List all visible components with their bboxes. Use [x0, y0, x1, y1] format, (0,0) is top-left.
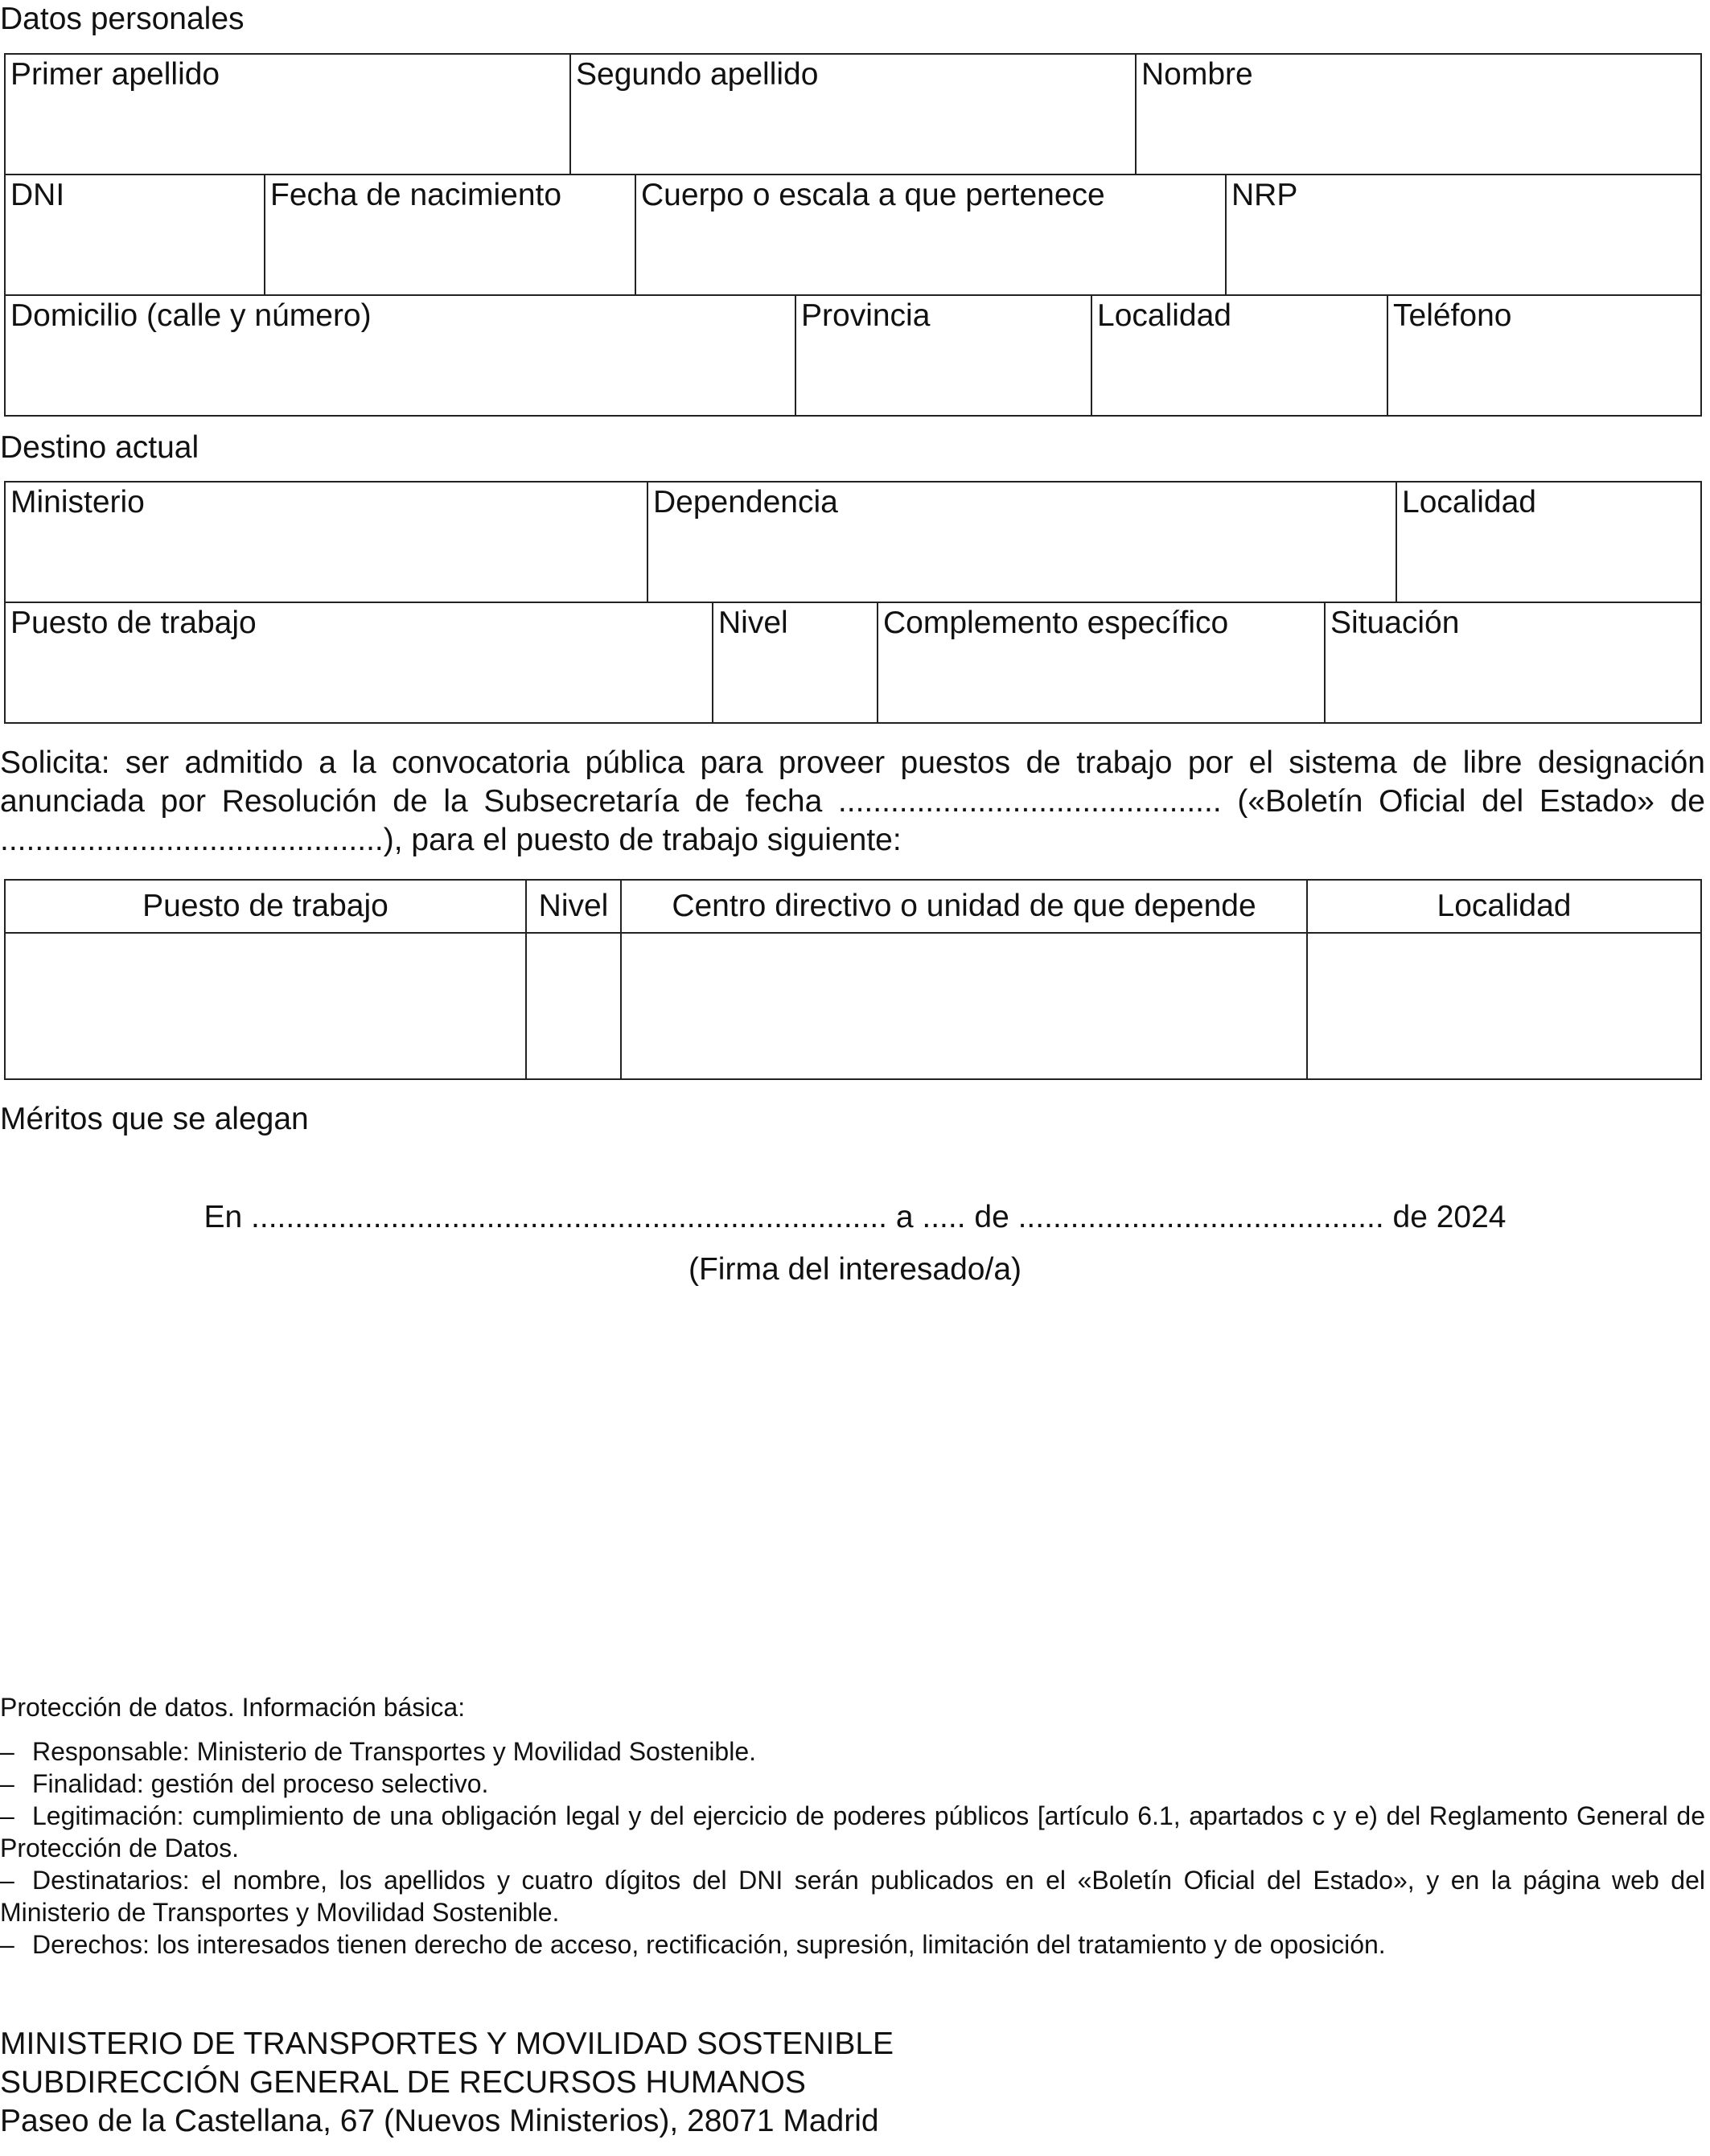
grid-row — [6, 483, 1702, 603]
list-item — [0, 1864, 1705, 1928]
address-line-subdirection: SUBDIRECCIÓN GENERAL DE RECURSOS HUMANOS — [0, 2065, 806, 2100]
signature-label: (Firma del interesado/a) — [689, 1252, 1021, 1287]
dash-bullet: – — [0, 1801, 14, 1830]
list-item-text: Derechos: los interesados tienen derecho de acceso, rectificación, supresión, limitación del tratamiento y de oposición. — [32, 1930, 1386, 1959]
table-row — [5, 933, 1701, 1079]
dash-bullet: – — [0, 1737, 14, 1766]
grid-row — [6, 175, 1702, 296]
column-header-nivel: Nivel — [526, 880, 621, 933]
cell-nivel-input[interactable] — [526, 933, 621, 1079]
grid-row — [6, 296, 1702, 417]
field-cuerpo-escala[interactable]: Cuerpo o escala a que pertenece — [636, 175, 1227, 296]
destino-actual-grid — [4, 481, 1702, 724]
field-localidad[interactable]: Localidad — [1092, 296, 1388, 417]
cell-localidad-input[interactable] — [1307, 933, 1701, 1079]
dash-bullet: – — [0, 1930, 14, 1959]
field-segundo-apellido[interactable]: Segundo apellido — [571, 55, 1137, 175]
address-block — [0, 2025, 894, 2141]
field-provincia[interactable]: Provincia — [796, 296, 1092, 417]
field-puesto-trabajo[interactable]: Puesto de trabajo — [6, 603, 713, 724]
grid-row — [6, 603, 1702, 724]
list-item — [0, 1928, 1705, 1961]
address-line-ministry: MINISTERIO DE TRANSPORTES Y MOVILIDAD SOSTENIBLE — [0, 2027, 894, 2061]
place-date-line: En ......................................................................... a ..... de .......................................... de 2024 — [203, 1200, 1507, 1234]
section-title-meritos: Méritos que se alegan — [0, 1102, 309, 1136]
column-header-puesto: Puesto de trabajo — [5, 880, 526, 933]
grid-row — [6, 55, 1702, 175]
datos-personales-grid — [4, 53, 1702, 417]
column-header-centro-directivo: Centro directivo o unidad de que depende — [621, 880, 1307, 933]
table-header-row — [5, 880, 1701, 933]
field-primer-apellido[interactable]: Primer apellido — [6, 55, 571, 175]
puesto-solicitado-table — [4, 879, 1702, 1080]
cell-puesto-input[interactable] — [5, 933, 526, 1079]
field-complemento-especifico[interactable]: Complemento específico — [878, 603, 1326, 724]
field-localidad-destino[interactable]: Localidad — [1397, 483, 1702, 603]
data-protection-title: Protección de datos. Información básica: — [0, 1693, 466, 1722]
field-telefono[interactable]: Teléfono — [1388, 296, 1702, 417]
field-dni[interactable]: DNI — [6, 175, 265, 296]
dash-bullet: – — [0, 1866, 14, 1895]
field-nivel[interactable]: Nivel — [713, 603, 878, 724]
dash-bullet: – — [0, 1769, 14, 1798]
data-protection-list — [0, 1735, 1705, 1961]
list-item-text: Responsable: Ministerio de Transportes y Movilidad Sostenible. — [32, 1737, 757, 1766]
list-item-text: Legitimación: cumplimiento de una obligación legal y del ejercicio de poderes públicos [artículo 6.1, apartados c y e) del Reglamento General de Protección de Datos. — [0, 1801, 1705, 1862]
field-nombre[interactable]: Nombre — [1137, 55, 1702, 175]
list-item-text: Destinatarios: el nombre, los apellidos y cuatro dígitos del DNI serán publicados en el «Boletín Oficial del Estado», y en la página web del Ministerio de Transportes y Movilidad Sostenible. — [0, 1866, 1705, 1927]
field-dependencia[interactable]: Dependencia — [648, 483, 1397, 603]
field-fecha-nacimiento[interactable]: Fecha de nacimiento — [265, 175, 636, 296]
field-ministerio[interactable]: Ministerio — [6, 483, 648, 603]
field-domicilio[interactable]: Domicilio (calle y número) — [6, 296, 796, 417]
column-header-localidad: Localidad — [1307, 880, 1701, 933]
list-item — [0, 1735, 1705, 1768]
list-item — [0, 1800, 1705, 1864]
list-item-text: Finalidad: gestión del proceso selectivo. — [32, 1769, 489, 1798]
list-item — [0, 1768, 1705, 1800]
address-line-street: Paseo de la Castellana, 67 (Nuevos Ministerios), 28071 Madrid — [0, 2104, 879, 2138]
solicita-paragraph: Solicita: ser admitido a la convocatoria pública para proveer puestos de trabajo por el sistema de libre designación anunciada por Resolución de la Subsecretaría de fecha ............................................ («Boletín Oficial del Estado» de ............................................), para el puesto de trabajo siguiente: — [0, 745, 1705, 857]
cell-centro-input[interactable] — [621, 933, 1307, 1079]
field-situacion[interactable]: Situación — [1326, 603, 1702, 724]
field-nrp[interactable]: NRP — [1227, 175, 1702, 296]
section-title-datos-personales: Datos personales — [0, 2, 245, 36]
section-title-destino-actual: Destino actual — [0, 430, 199, 465]
